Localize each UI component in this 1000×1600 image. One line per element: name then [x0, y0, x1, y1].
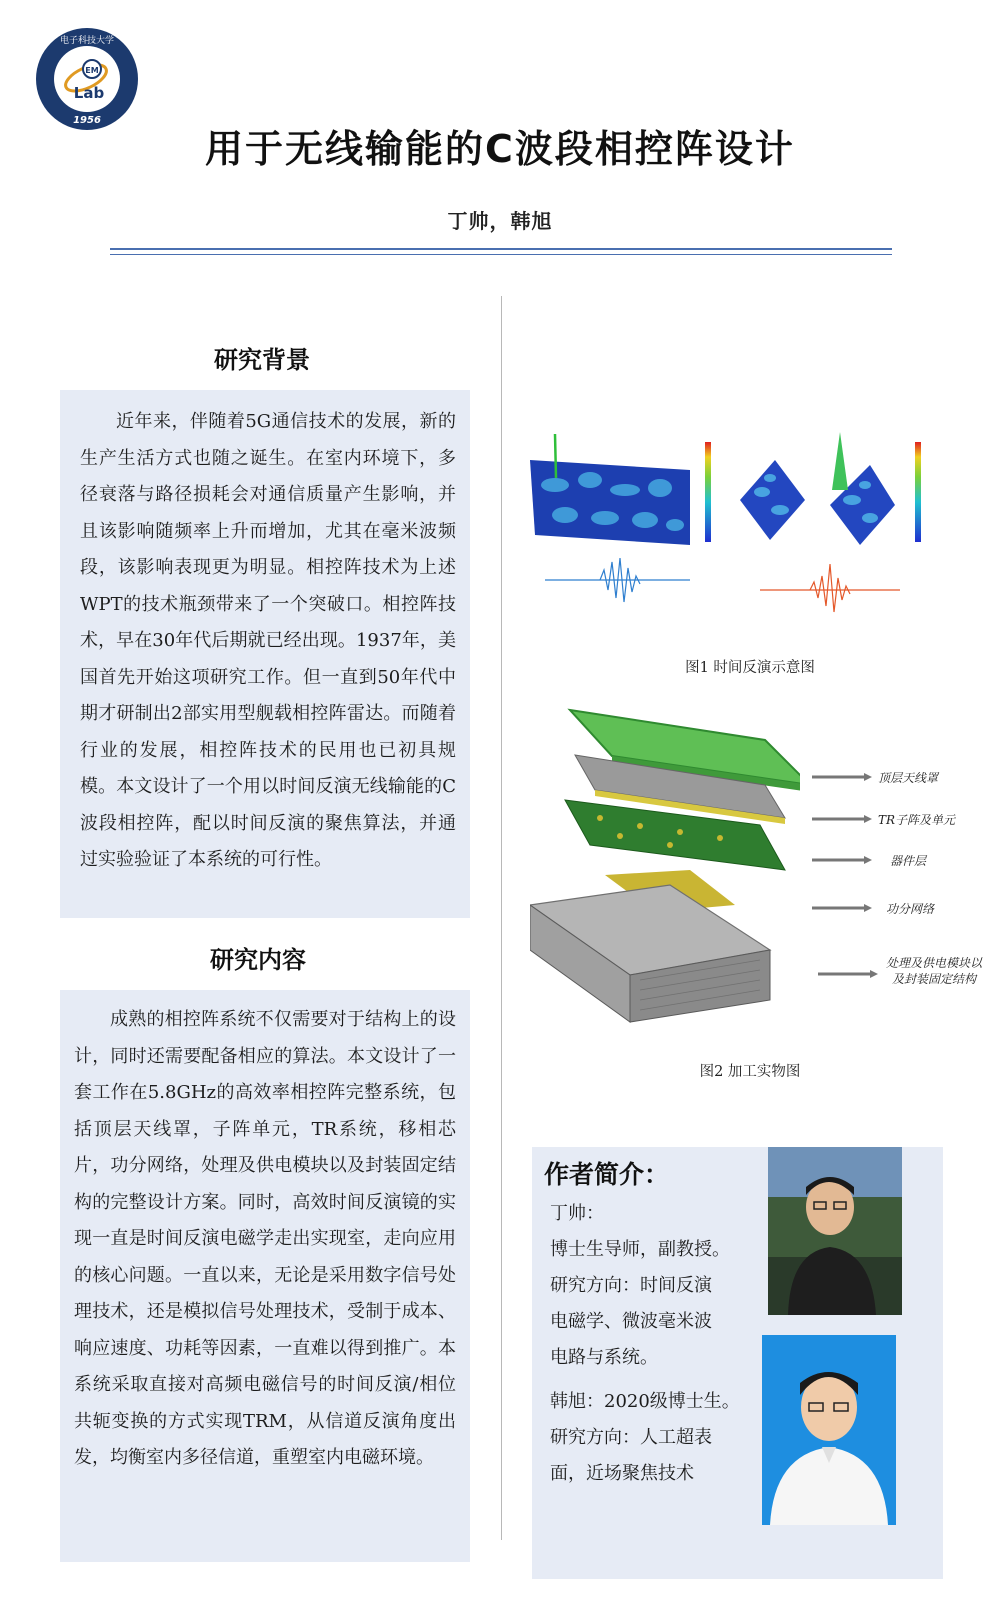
background-heading: 研究背景: [214, 346, 310, 374]
author1-line: 电磁学、微波毫米波: [550, 1311, 712, 1332]
header-rule-thin: [110, 254, 892, 255]
figure2-caption: 图2 加工实物图: [699, 1064, 801, 1080]
label-tr-subarray: TR子阵及单元: [878, 813, 956, 827]
author2-photo: [762, 1335, 896, 1525]
logo-lab: Lab: [73, 84, 105, 102]
author2-line: 韩旭：2020级博士生。: [550, 1391, 740, 1412]
label-radome: 顶层天线罩: [878, 771, 939, 785]
author-intro-title: 作者简介：: [544, 1160, 670, 1189]
label-processing-module: 处理及供电模块以及封装固定结构: [885, 956, 982, 986]
background-textbox: [60, 390, 470, 918]
arrow-icon: [812, 815, 872, 823]
arrow-icon: [818, 970, 878, 978]
logo-em: EM: [85, 66, 99, 75]
arrow-icon: [812, 856, 872, 864]
author2-line: 面，近场聚焦技术: [550, 1463, 694, 1484]
university-logo: [34, 26, 140, 132]
logo-year: 1956: [73, 115, 101, 126]
time-reversal-figure: [530, 430, 960, 630]
author-intro-box: [532, 1147, 943, 1579]
arrow-icon: [812, 773, 872, 781]
content-heading: 研究内容: [210, 946, 306, 974]
author1-photo: [768, 1147, 902, 1315]
column-divider: [501, 296, 502, 1540]
poster-title: 用于无线输能的C波段相控阵设计: [205, 127, 795, 171]
logo-top-text: 电子科技大学: [59, 36, 115, 46]
label-device-layer: 器件层: [890, 854, 927, 868]
background-text: 近年来，伴随着5G通信技术的发展，新的生产生活方式也随之诞生。在室内环境下，多径衰落与路径损耗会对通信质量产生影响，并且该影响随频率上升而增加，尤其在毫米波频段，该影响表现更为明显。相控阵技术为上述WPT的技术瓶颈带来了一个突破口。相控阵技术，早在30年代后期就已经出现。1937年，美国首先开始这项研究工作。但一直到50年代中期才研制出2部实用型舰载相控阵雷达。而随着行业的发展，相控阵技术的民用也已初具规模。本文设计了一个用以时间反演无线输能的C波段相控阵，配以时间反演的聚焦算法，并通过实验验证了本系统的可行性。: [80, 411, 456, 870]
author1-line: 电路与系统。: [550, 1347, 658, 1368]
author1-line: 博士生导师，副教授。: [550, 1239, 730, 1260]
assembly-figure: [530, 700, 800, 1030]
author1-line: 研究方向：时间反演: [550, 1275, 712, 1296]
author1-name: 丁帅：: [550, 1203, 604, 1224]
author2-line: 研究方向：人工超表: [550, 1427, 712, 1448]
figure1-caption: 图1 时间反演示意图: [685, 660, 815, 676]
label-power-divider: 功分网络: [886, 902, 935, 916]
arrow-icon: [812, 904, 872, 912]
content-text: 成熟的相控阵系统不仅需要对于结构上的设计，同时还需要配备相应的算法。本文设计了一套工作在5.8GHz的高效率相控阵完整系统，包括顶层天线罩，子阵单元，TR系统，移相芯片，功分网络，处理及供电模块以及封装固定结构的完整设计方案。同时，高效时间反演镜的实现一直是时间反演电磁学走出实现室，走向应用的核心问题。一直以来，无论是采用数字信号处理技术，还是模拟信号处理技术，受制于成本、响应速度、功耗等因素，一直难以得到推广。本系统采取直接对高频电磁信号的时间反演/相位共轭变换的方式实现TRM，从信道反演角度出发，均衡室内多径信道，重塑室内电磁环境。: [74, 1009, 456, 1468]
poster-authors: 丁帅，韩旭: [447, 209, 553, 233]
header-rule: [110, 248, 892, 250]
content-textbox: [60, 990, 470, 1562]
